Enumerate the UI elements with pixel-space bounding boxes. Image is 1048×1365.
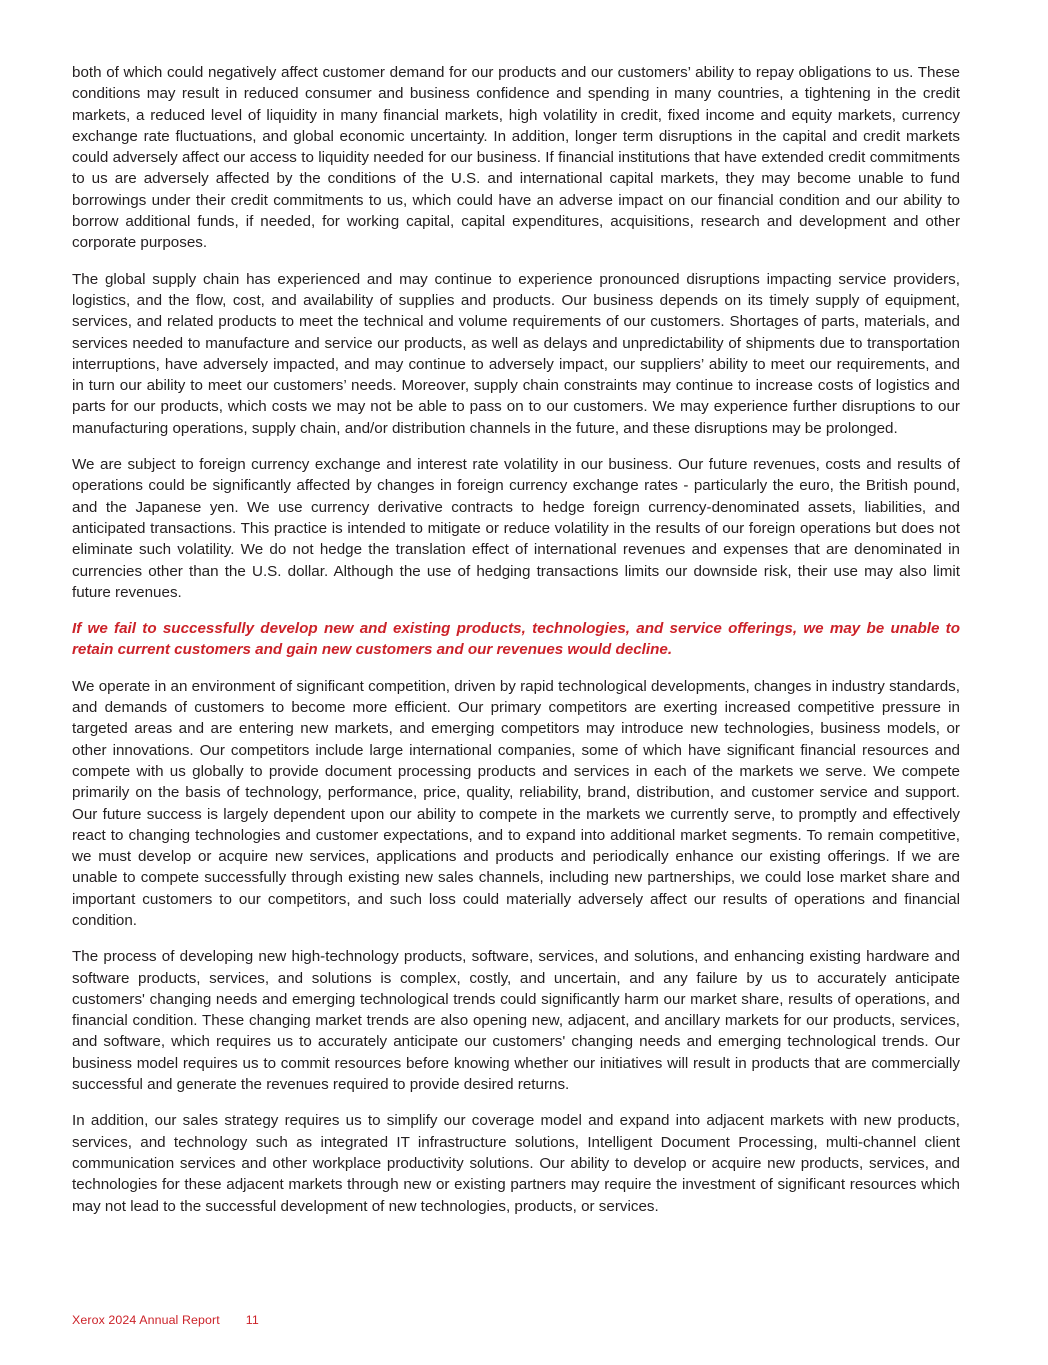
paragraph: In addition, our sales strategy requires us to simplify our coverage model and expand into adjacent markets with new products, services, and technology such as integrated IT infrastructure solutions, Intelligent Document Processing, multi-channel client communication services and other workplace productivity solutions. Our ability to develop or acquire new products, services, and technologies for these adjacent markets through new or existing partners may require the investment of significant resources which may not lead to the successful development of new technologies, products, or services.: [72, 1112, 960, 1215]
paragraph: The global supply chain has experienced and may continue to experience pronounced disruptions impacting service providers, logistics, and the flow, cost, and availability of supplies and products. Our business depends on its timely supply of equipment, services, and related products to meet the technical and volume requirements of our customers. Shortages of parts, materials, and services needed to manufacture and service our products, as well as delays and unpredictability of shipments due to transportation interruptions, have adversely impacted, and may continue to adversely impact, our suppliers’ ability to meet our requirements, and in turn our ability to meet our customers’ needs. Moreover, supply chain constraints may continue to increase costs of logistics and parts for our products, which costs we may not be able to pass on to our customers. We may experience further disruptions to our manufacturing operations, supply chain, and/or distribution channels in the future, and these disruptions may be prolonged.: [72, 270, 960, 437]
paragraph: The process of developing new high-technology products, software, services, and solutions, and enhancing existing hardware and software products, services, and solutions is complex, costly, and uncertain, and any failure by us to accurately anticipate customers' changing needs and emerging technological trends could significantly harm our market share, results of operations, and financial condition. These changing market trends are also opening new, adjacent, and ancillary markets for our products, services, and software, which requires us to accurately anticipate our customers' changing needs and emerging technological trends. Our business model requires us to commit resources before knowing whether our initiatives will result in products that are commercially successful and generate the revenues required to provide desired returns.: [72, 948, 960, 1094]
page-footer: [72, 1313, 259, 1327]
footer-page-number: 11: [245, 1313, 259, 1327]
paragraph: We are subject to foreign currency exchange and interest rate volatility in our business. Our future revenues, costs and results of operations could be significantly affected by changes in foreign currency exchange rates - particularly the euro, the British pound, and the Japanese yen. We use currency derivative contracts to hedge foreign currency-denominated assets, liabilities, and anticipated transactions. This practice is intended to mitigate or reduce volatility in the results of our foreign operations but does not eliminate such volatility. We do not hedge the translation effect of international revenues and expenses that are denominated in currencies other than the U.S. dollar. Although the use of hedging transactions limits our downside risk, their use may also limit future revenues.: [72, 456, 960, 601]
paragraph: both of which could negatively affect customer demand for our products and our customers’ ability to repay obligations to us. These conditions may result in reduced consumer and business confidence and spending in many countries, a tightening in the credit markets, a reduced level of liquidity in many financial markets, high volatility in credit, fixed income and equity markets, currency exchange rate fluctuations, and global economic uncertainty. In addition, longer term disruptions in the capital and credit markets could adversely affect our access to liquidity needed for our business. If financial institutions that have extended credit commitments to us are adversely affected by the conditions of the U.S. and international capital markets, they may become unable to fund borrowings under their credit commitments to us, which could have an adverse impact on our financial condition and our ability to borrow additional funds, if needed, for working capital, capital expenditures, acquisitions, research and development and other corporate purposes.: [72, 64, 960, 252]
paragraph: We operate in an environment of significant competition, driven by rapid technological developments, changes in industry standards, and demands of customers to become more efficient. Our primary competitors are exerting increased competitive pressure in targeted areas and are entering new markets, and emerging competitors may introduce new technologies, business models, or other innovations. Our competitors include large international companies, some of which have significant financial resources and compete with us globally to provide document processing products and services in each of the markets we serve. We compete primarily on the basis of technology, performance, price, quality, reliability, brand, distribution, and customer service and support. Our future success is largely dependent upon our ability to compete in the markets we currently serve, to promptly and effectively react to changing technologies and customer expectations, and to expand into additional market segments. To remain competitive, we must develop or acquire new services, applications and products and periodically enhance our existing offerings. If we are unable to compete successfully through existing new sales channels, including new partnerships, we could lose market share and important customers to our competitors, and such loss could materially adversely affect our results of operations and financial condition.: [72, 677, 960, 929]
footer-title: Xerox 2024 Annual Report: [72, 1313, 220, 1327]
document-body: [72, 62, 960, 1217]
risk-factor-heading: If we fail to successfully develop new and existing products, technologies, and service offerings, we may be unable to retain current customers and gain new customers and our revenues would decline.: [72, 620, 960, 659]
